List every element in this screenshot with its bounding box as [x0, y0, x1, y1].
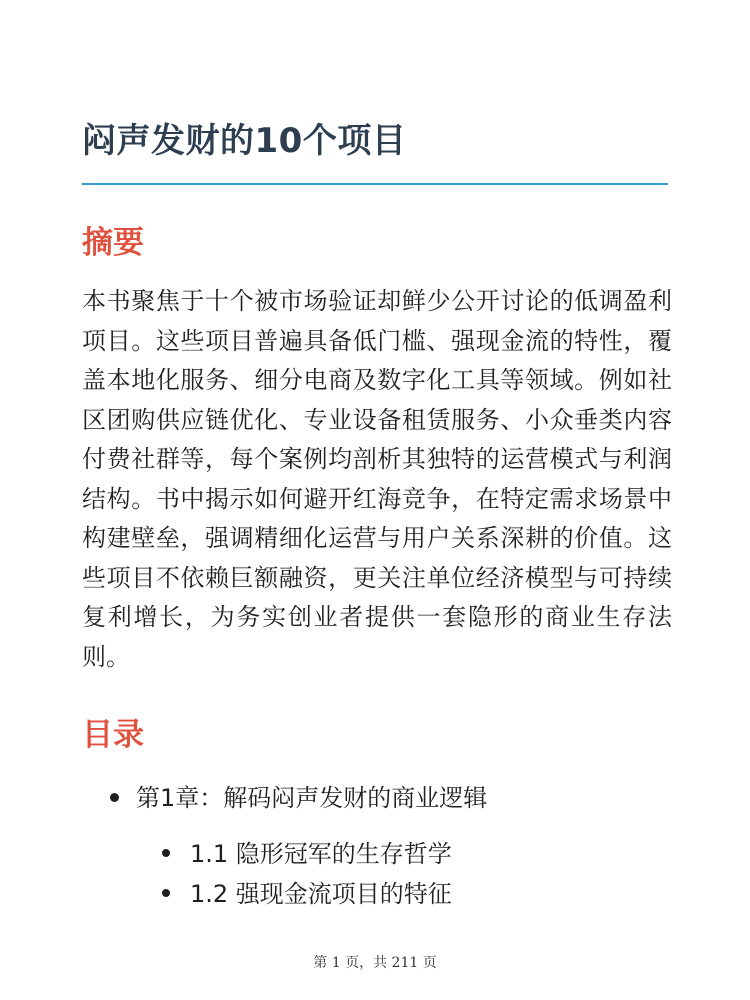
toc-heading: 目录 [82, 717, 144, 753]
toc-section-label: 1.2 强现金流项目的特征 [190, 880, 452, 908]
page-number-footer: 第 1 页，共 211 页 [313, 955, 437, 971]
toc-chapter-label: 第1章：解码闷声发财的商业逻辑 [136, 784, 488, 812]
toc-chapter-1[interactable] [110, 778, 670, 914]
toc-section-1-1[interactable] [162, 834, 670, 874]
abstract-paragraph: 本书聚焦于十个被市场验证却鲜少公开讨论的低调盈利项目。这些项目普遍具备低门槛、强现金流的特性，覆盖本地化服务、细分电商及数字化工具等领域。例如社区团购供应链优化、专业设备租赁服务、小众垂类内容付费社群等，每个案例均剖析其独特的运营模式与利润结构。书中揭示如何避开红海竞争，在特定需求场景中构建壁垒，强调精细化运营与用户关系深耕的价值。这些项目不依赖巨额融资，更关注单位经济模型与可持续复利增长，为务实创业者提供一套隐形的商业生存法则。 [82, 287, 672, 671]
toc-section-label: 1.1 隐形冠军的生存哲学 [190, 840, 452, 868]
table-of-contents [110, 778, 670, 914]
toc-chapter-1-sections [136, 834, 670, 914]
filled-bullet-icon [110, 793, 119, 802]
hollow-bullet-icon [162, 849, 170, 857]
abstract-heading: 摘要 [82, 225, 144, 261]
toc-section-1-2[interactable] [162, 874, 670, 914]
title-divider [82, 183, 668, 185]
document-title: 闷声发财的10个项目 [82, 121, 407, 161]
hollow-bullet-icon [162, 889, 170, 897]
